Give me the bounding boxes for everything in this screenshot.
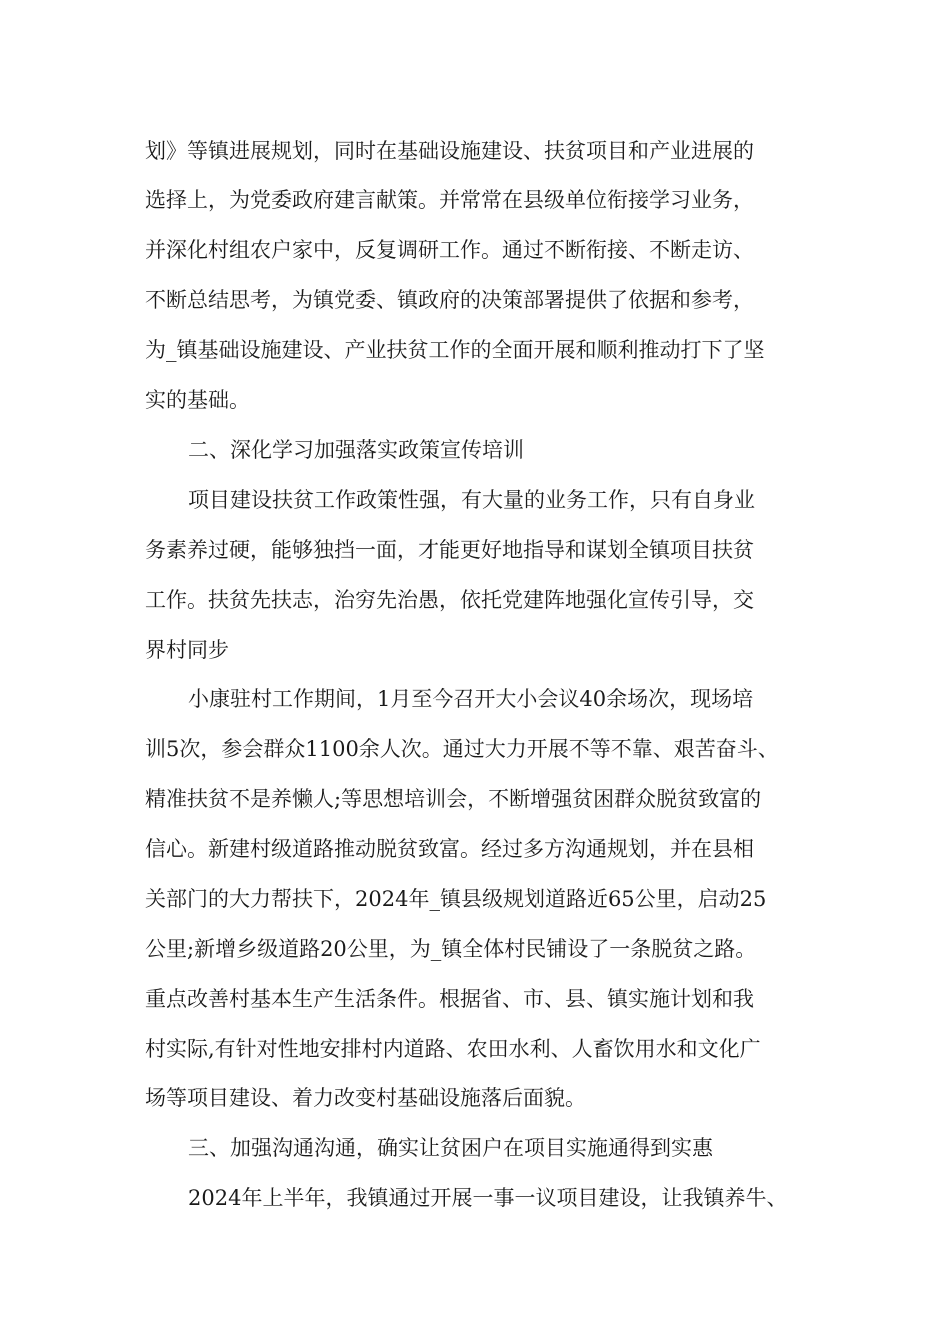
body-text-line: 公里;新增乡级道路20公里，为_镇全体村民铺设了一条脱贫之路。 bbox=[145, 937, 757, 961]
body-text-line: 小康驻村工作期间，1月至今召开大小会议40余场次，现场培 bbox=[188, 687, 754, 711]
body-text-line: 信心。新建村级道路推动脱贫致富。经过多方沟通规划，并在县相 bbox=[145, 837, 754, 861]
body-text-line: 为_镇基础设施建设、产业扶贫工作的全面开展和顺利推动打下了坚 bbox=[145, 338, 765, 362]
body-text-line: 精准扶贫不是养懒人;等思想培训会，不断增强贫困群众脱贫致富的 bbox=[145, 787, 762, 811]
body-text-line: 工作。扶贫先扶志，治穷先治愚，依托党建阵地强化宣传引导，交 bbox=[145, 588, 754, 612]
body-text-line: 场等项目建设、着力改变村基础设施落后面貌。 bbox=[145, 1086, 586, 1110]
body-text-line: 并深化村组农户家中，反复调研工作。通过不断衔接、不断走访、 bbox=[145, 238, 754, 262]
body-text-line: 实的基础。 bbox=[145, 388, 250, 412]
body-text-line: 项目建设扶贫工作政策性强，有大量的业务工作，只有自身业 bbox=[188, 488, 755, 512]
body-text-line: 训5次，参会群众1100余人次。通过大力开展不等不靠、艰苦奋斗、 bbox=[145, 737, 779, 761]
body-text-line: 划》等镇进展规划，同时在基础设施建设、扶贫项目和产业进展的 bbox=[145, 139, 754, 163]
section-heading: 二、深化学习加强落实政策宣传培训 bbox=[188, 438, 524, 462]
section-heading: 三、加强沟通沟通，确实让贫困户在项目实施通得到实惠 bbox=[188, 1136, 713, 1160]
body-text-line: 选择上，为党委政府建言献策。并常常在县级单位衔接学习业务， bbox=[145, 188, 754, 212]
body-text-line: 关部门的大力帮扶下，2024年_镇县级规划道路近65公里，启动25 bbox=[145, 887, 767, 911]
body-text-line: 重点改善村基本生产生活条件。根据省、市、县、镇实施计划和我 bbox=[145, 987, 754, 1011]
body-text-line: 界村同步 bbox=[145, 638, 229, 662]
body-text-line: 不断总结思考，为镇党委、镇政府的决策部署提供了依据和参考， bbox=[145, 288, 754, 312]
body-text-line: 村实际,有针对性地安排村内道路、农田水利、人畜饮用水和文化广 bbox=[145, 1037, 761, 1061]
body-text-line: 务素养过硬，能够独挡一面，才能更好地指导和谋划全镇项目扶贫 bbox=[145, 538, 754, 562]
body-text-line: 2024年上半年，我镇通过开展一事一议项目建设，让我镇养牛、 bbox=[188, 1186, 788, 1210]
